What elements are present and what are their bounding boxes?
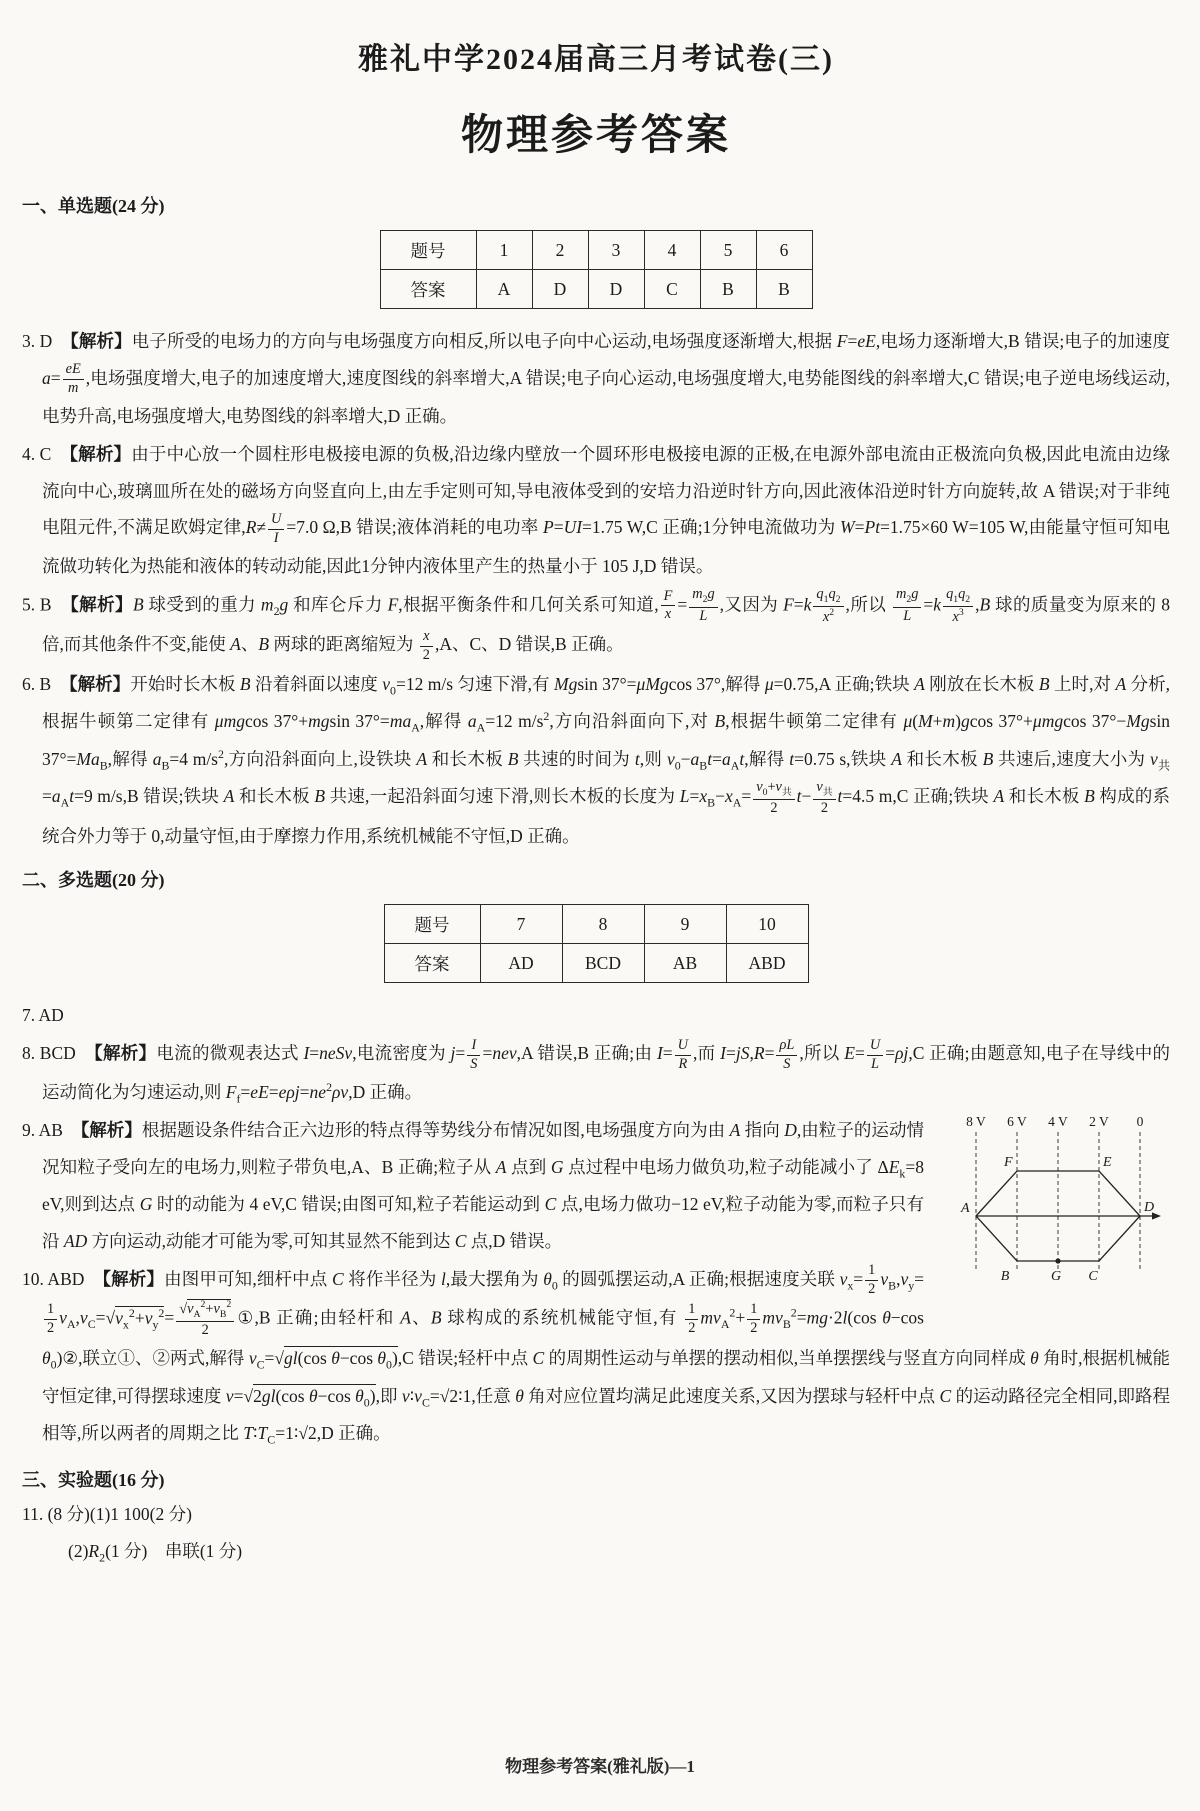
answer-item-5: 5. B 【解析】B 球受到的重力 $m_2g$ 和库仑斥力 F,根据平衡条件和几何关系可知道, $\frac{F}{x}$ = $\frac{m_2g}{L}$ ,又因为 F=k $\frac{q_1q_2}{x^2}$ ,所以 $\frac{m_2g}{L}$ =k $\frac{q_1q_2}{x^3}$ ,B 球的质量变为原来的 8 倍,而其他条件不变,能使 A、B 两球的距离缩短为 $\frac{x}{2}$ ,A、C、D 错误,B 正确。 [22,585,1171,663]
equipotential-dashed-lines [976,1132,1140,1272]
answer-cell: A [476,270,532,309]
answer-cell: ABD [726,944,808,983]
vertex-label-f: F [1004,1155,1013,1171]
section-3-heading: 三、实验题(16 分) [22,1469,165,1490]
vertex-label-c: C [1088,1269,1098,1285]
single-choice-answer-table [380,230,813,309]
answer-item-7: 7. AD [22,1005,64,1026]
vertex-label-b: B [1000,1269,1010,1285]
answer-item-10: 10. ABD 【解析】由图甲可知,细杆中点 C 将作半径为 l,最大摆角为 $\theta_0$ 的圆弧摆运动,A 正确;根据速度关联 $v_x=$ $\frac{1}{2}$ $v_B,v_y=$ $\frac{1}{2}$ $v_A,v_C=√v_x^2+v_y^2=$ $\frac{√v_A^2+v_B^2}{2}$ ①,B 正确;由轻杆和 A、B 球构成的系统机械能守恒,有 $\frac{1}{2}$ $mv_A^2+$ $\frac{1}{2}$ $mv_B^2=mg\cdot 2l(\cos$ θ−cos $\theta_0)②$,联立①、②两式,解得 $v_C=√gl(\cos$ θ−cos $\theta_0),C$ 错误;轻杆中点 C 的周期性运动与单摆的摆动相似,当单摆摆线与竖直方向同样成 θ 角时,根据机械能守恒定律,可得摆球速度 v=√2gl(cos θ−cos $\theta_0$),即 $v∶v_C=√2∶1$,任意 θ 角对应位置均满足此速度关系,又因为摆球与轻杆中点 C 的运动路径完全相同,即路程相等,所以两者的周期之比 $T∶T_C=1∶√2,D$ 正确。 [22,1262,1171,1447]
answer-item-11-part-2: $(2)R_2(1$ 分) 串联(1 分) [68,1541,243,1565]
section-1-heading: 一、单选题(24 分) [22,196,165,216]
answer-cell: D [532,270,588,309]
answer-item-11: 11. (8 分)(1)1 100(2 分) [22,1503,192,1524]
vertex-label-g: G [1050,1269,1062,1285]
multi-choice-answer-table [384,904,809,983]
point-g-dot [1055,1259,1060,1264]
answer-cell: AD [480,944,562,983]
answer-label: 答案 [380,270,476,309]
page-footer: 物理参考答案(雅礼版)—1 [505,1757,695,1776]
question-number-cell: 2 [532,231,588,270]
voltage-label-8v: 8 V [966,1114,986,1130]
question-number-cell: 1 [476,231,532,270]
vertex-label-d: D [1144,1200,1155,1216]
vertex-label-a: A [961,1201,970,1217]
question-number-cell: 9 [644,905,726,944]
table-row-question-numbers [380,231,812,270]
question-number-cell: 6 [756,231,812,270]
subject-title: 物理参考答案 [460,113,731,159]
voltage-label-0v: 0 [1136,1114,1144,1130]
question-number-cell: 8 [562,905,644,944]
table-row-answers [384,944,808,983]
answer-cell: C [644,270,700,309]
question-number-cell: 7 [480,905,562,944]
equipotential-hexagon-figure [942,1114,1170,1301]
voltage-label-2v: 2 V [1089,1114,1109,1130]
voltage-label-4v: 4 V [1048,1114,1068,1130]
question-number-label: 题号 [380,231,476,270]
question-number-label: 题号 [384,905,480,944]
answer-cell: BCD [562,944,644,983]
answer-item-8: 8. BCD 【解析】电流的微观表达式 I=neSv,电流密度为 j= $\frac{I}{S}$ =nev,A 错误,B 正确;由 I= $\frac{U}{R}$ ,而 I=jS,R= $\frac{\rho L}{S}$ ,所以 E= $\frac{U}{L}$ =ρj,C 正确;由题意知,电子在导线中的运动简化为匀速运动,则 $F_f=eE=e\rho j=ne^2\rho v,D$ 正确。 [22,1036,1171,1106]
answer-cell: B [756,270,812,309]
answer-item-3: 3. D 【解析】电子所受的电场力的方向与电场强度方向相反,所以电子向中心运动,电场强度逐渐增大,根据 F=eE,电场力逐渐增大,B 错误;电子的加速度 a= $\frac{eE}{m}$ ,电场强度增大,电子的加速度增大,速度图线的斜率增大,A 错误;电子向心运动,电场强度增大,电势能图线的斜率增大,C 错误;电子逆电场线运动,电势升高,电场强度增大,电势图线的斜率增大,D 正确。 [22,331,1171,427]
question-number-cell: 4 [644,231,700,270]
voltage-label-6v: 6 V [1007,1114,1027,1130]
table-row-question-numbers [384,905,808,944]
question-number-cell: 3 [588,231,644,270]
answer-cell: AB [644,944,726,983]
items-9-10-with-figure [22,1112,1170,1453]
answer-item-9: 9. AB 【解析】根据题设条件结合正六边形的特点得等势线分布情况如图,电场强度方向为由 A 指向 D,由粒子的运动情况知粒子受向左的电场力,则粒子带负电,A、B 正确;粒子从 A 点到 G 点过程中电场力做负功,粒子动能减小了 $\Delta E_k=8$ eV,则到达点 G 时的动能为 4 eV,C 错误;由图可知,粒子若能运动到 C 点,电场力做功−12 eV,粒子动能为零,而粒子只有沿 AD 方向运动,动能才可能为零,可知其显然不能到达 C 点,D 错误。 [22,1120,925,1252]
question-number-cell: 5 [700,231,756,270]
answer-cell: D [588,270,644,309]
answer-cell: B [700,270,756,309]
table-row-answers [380,270,812,309]
exam-title: 雅礼中学2024届高三月考试卷(三) [358,43,834,76]
section-2-heading: 二、多选题(20 分) [22,870,165,891]
answer-item-6: 6. B 【解析】开始时长木板 B 沿着斜面以速度 $v_0=12$ m/s 匀速下滑,有 Mgsin 37°=μMgcos 37°,解得 μ=0.75,A 正确;铁块 A 刚放在长木板 B 上时,对 A 分析,根据牛顿第二定律有 μmgcos 37°+mgsin $37^\circ=ma_A$,解得 $a_A=12$ $m/s^2$,方向沿斜面向下,对 B,根据牛顿第二定律有 μ(M+m)gcos 37°+μmgcos 37°−Mgsin $37^\circ=Ma_B$,解得 $a_B=4$ $m/s^2$,方向沿斜面向上,设铁块 A 和长木板 B 共速的时间为 t,则 $v_0-a_Bt=a_At$,解得 t=0.75 s,铁块 A 和长木板 B 共速后,速度大小为 $v_共=a_At=9$ m/s,B 错误;铁块 A 和长木板 B 共速,一起沿斜面匀速下滑,则长木板的长度为 $L=x_B-x_A=$ $\frac{v_0+v_共}{2}$ t− $\frac{v_共}{2}$ t=4.5 m,C 正确;铁块 A 和长木板 B 构成的系统合外力等于 0,动量守恒,由于摩擦力作用,系统机械能不守恒,D 正确。 [22,673,1171,846]
vertex-label-e: E [1103,1155,1112,1171]
answer-label: 答案 [384,944,480,983]
hexagon-svg [960,1114,1170,1296]
question-number-cell: 10 [726,905,808,944]
answer-item-4: 4. C 【解析】由于中心放一个圆柱形电极接电源的负极,沿边缘内壁放一个圆环形电极接电源的正极,在电源外部电流由正极流向负极,因此电流由边缘流向中心,玻璃皿所在处的磁场方向竖直向上,由左手定则可知,导电液体受到的安培力沿逆时针方向,因此液体沿逆时针方向旋转,故 A 错误;对于非纯电阻元件,不满足欧姆定律,R≠ $\frac{U}{I}$ =7.0 Ω,B 错误;液体消耗的电功率 P=UI=1.75 W,C 正确;1分钟电流做功为 W=Pt=1.75×60 W=105 W,由能量守恒可知电流做功转化为热能和液体的转动动能,因此1分钟内液体里产生的热量小于 105 J,D 错误。 [22,443,1170,576]
